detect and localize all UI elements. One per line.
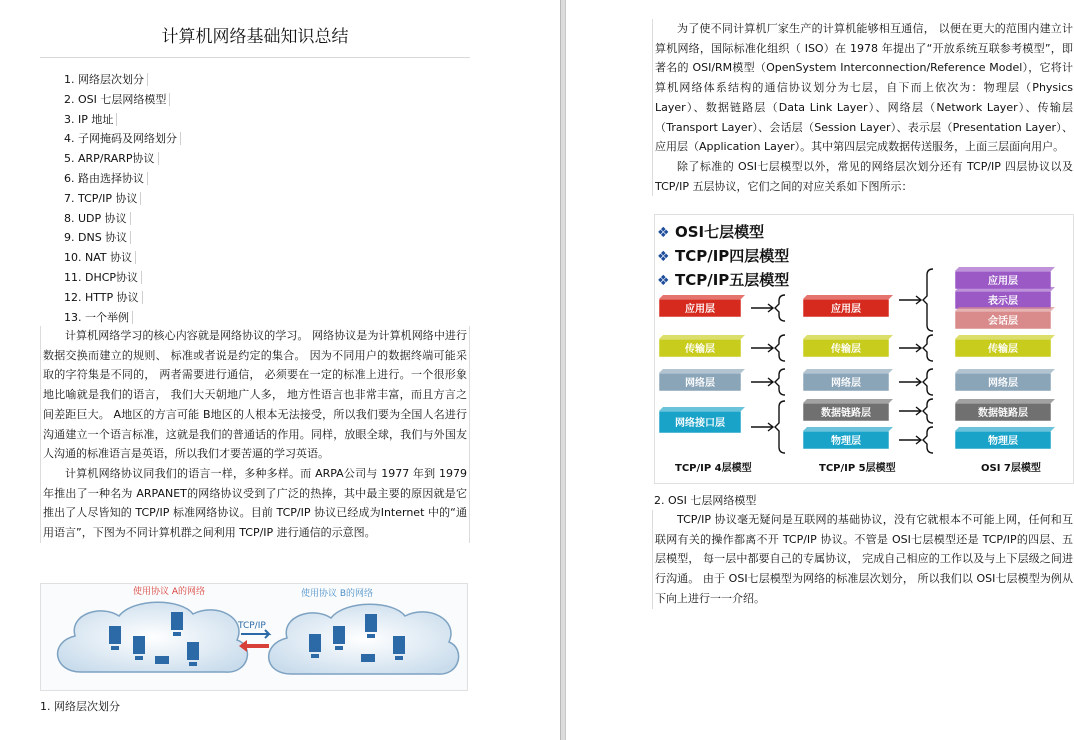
right-network-cloud — [269, 604, 459, 674]
section2-text — [652, 510, 1074, 609]
tcp5-layer-bar — [803, 399, 893, 421]
diamond-bullet-icon: ❖ — [657, 225, 670, 241]
intro-paragraph: 计算机网络协议同我们的语言一样，多种多样。而 ARPA公司与 1977 年到 1979年推出了一种名为 ARPANET的网络协议受到了广泛的热捧，其中最主要的原因就是它推出了人尽皆知的 TCP/IP 标准网络协议。目前 TCP/IP 协议已经成为Internet 中的“通用语言”，下图为不同计算机群之间利用 TCP/IP 进行通信的示意图。 — [43, 466, 467, 540]
intro-paragraph: 计算机网络学习的核心内容就是网络协议的学习。 网络协议是为计算机网络中进行数据交换而建立的规则、 标准或者说是约定的集合。 因为不同用户的数据终端可能采取的字符集是不同的， 两者需要进行通信， 必须要在一定的标准上进行。一个很形象地比喻就是我们的语言， 我们大天朝地广人多， 地方性语言也非常丰富，而且方言之间差距巨大。 A地区的方言可能 B地区的人根本无法接受，所以我们要为全国人名进行沟通建立一个语言标准，这就是我们的普通话的作用。同样，放眼全球，我们与外国友人沟通的标准语言是英语，所以我们才要苦逼的学习英语。 — [43, 329, 467, 461]
diagram-heading: TCP/IP四层模型 — [675, 247, 790, 265]
osi7-layer-bar — [955, 335, 1055, 357]
tcp4-layer-bar — [659, 295, 745, 317]
tcp5-layer-bar — [803, 295, 893, 317]
osi7-layer-bar — [955, 267, 1055, 289]
toc-item[interactable]: 1. 网络层次划分 — [64, 70, 181, 90]
arrow-brace-icon — [899, 369, 933, 395]
exchange-arrows-icon — [239, 630, 269, 652]
toc-item[interactable]: 6. 路由选择协议 — [64, 169, 181, 189]
osi7-layer-bar — [955, 287, 1055, 309]
network-clouds-illustration — [41, 584, 467, 690]
body-paragraph: TCP/IP 协议毫无疑问是互联网的基础协议，没有它就根本不可能上网，任何和互联网有关的操作都离不开 TCP/IP 协议。不管是 OSI七层模型还是 TCP/IP的四层、五层模型， 每一层中都要自己的专属协议， 完成自己相应的工作以及与上下层级之间进行沟通。 由于 OSI七层模型为网络的标准层次划分， 所以我们以 OSI七层模型为例从下向上进行一一介绍。 — [655, 513, 1073, 605]
diagram-heading: OSI七层模型 — [675, 223, 765, 241]
svg-text:网络层: 网络层 — [988, 378, 1018, 389]
tcpip-link-label: TCP/IP — [238, 621, 266, 631]
tcp4-layer-bar — [659, 335, 745, 357]
left-cloud-label: 使用协议 A的网络 — [133, 587, 206, 597]
column-label: OSI 7层模型 — [981, 463, 1041, 474]
svg-text:网络接口层: 网络接口层 — [675, 418, 725, 429]
column-label: TCP/IP 5层模型 — [819, 463, 896, 474]
svg-text:数据链路层: 数据链路层 — [821, 408, 871, 419]
right-cloud-label: 使用协议 B的网络 — [301, 589, 374, 599]
toc-item[interactable]: 13. 一个举例 — [64, 308, 181, 328]
section-heading: 2. OSI 七层网络模型 — [654, 494, 757, 507]
layer-model-illustration — [655, 215, 1073, 483]
osi7-layer-bar — [955, 427, 1055, 449]
arrow-brace-icon — [751, 401, 785, 453]
tcp5-layer-bar — [803, 427, 893, 449]
osi-intro-text — [652, 19, 1074, 196]
svg-text:表示层: 表示层 — [988, 296, 1018, 307]
tcp4-layer-bar — [659, 407, 745, 433]
osi7-layer-bar — [955, 399, 1055, 421]
osi7-layer-bar — [955, 369, 1055, 391]
tcp5-layer-bar — [803, 335, 893, 357]
page-gutter — [560, 0, 566, 740]
svg-text:物理层: 物理层 — [831, 436, 861, 447]
tcp4-layer-bar — [659, 369, 745, 391]
intro-text — [40, 326, 470, 543]
toc-item[interactable]: 10. NAT 协议 — [64, 248, 181, 268]
column-label: TCP/IP 4层模型 — [675, 463, 752, 474]
document-title: 计算机网络基础知识总结 — [161, 27, 349, 47]
network-diagram — [40, 583, 468, 691]
toc-item[interactable]: 11. DHCP协议 — [64, 268, 181, 288]
svg-text:网络层: 网络层 — [685, 378, 715, 389]
section-heading: 1. 网络层次划分 — [40, 700, 120, 713]
arrow-brace-icon — [899, 399, 933, 423]
toc-item[interactable]: 4. 子网掩码及网络划分 — [64, 129, 181, 149]
toc-item[interactable]: 7. TCP/IP 协议 — [64, 189, 181, 209]
svg-text:网络层: 网络层 — [831, 378, 861, 389]
toc-item[interactable]: 8. UDP 协议 — [64, 209, 181, 229]
arrow-brace-icon — [751, 295, 785, 321]
svg-text:传输层: 传输层 — [988, 344, 1018, 355]
diamond-bullet-icon: ❖ — [657, 249, 670, 265]
svg-text:应用层: 应用层 — [831, 304, 861, 315]
svg-text:传输层: 传输层 — [685, 344, 715, 355]
body-paragraph: 除了标准的 OSI七层模型以外，常见的网络层次划分还有 TCP/IP 四层协议以及 TCP/IP 五层协议，它们之间的对应关系如下图所示： — [655, 159, 1073, 193]
arrow-brace-icon — [899, 427, 933, 453]
diagram-heading: TCP/IP五层模型 — [675, 271, 790, 289]
diamond-bullet-icon: ❖ — [657, 273, 670, 289]
arrow-brace-icon — [751, 335, 785, 361]
layer-model-diagram — [654, 214, 1074, 484]
osi7-layer-bar — [955, 307, 1055, 329]
toc-item[interactable]: 2. OSI 七层网络模型 — [64, 90, 181, 110]
title-divider — [40, 57, 470, 58]
left-network-cloud — [58, 602, 248, 672]
body-paragraph: 为了使不同计算机厂家生产的计算机能够相互通信， 以便在更大的范围内建立计算机网络，国际标准化组织（ ISO）在 1978 年提出了“开放系统互联参考模型”，即著名的 OSI/RM模型（OpenSystem Interconnection/Reference Model），它将计算机网络体系结构的通信协议划分为七层，自下而上依次为：物理层（Physics Layer）、数据链路层（Data Link Layer）、网络层（Network Layer）、传输层（Transport Layer）、会话层（Session Layer）、表示层（Presentation Layer）、应用层（Application Layer）。其中第四层完成数据传送服务，上面三层面向用户。 — [655, 22, 1073, 154]
svg-text:物理层: 物理层 — [988, 436, 1018, 447]
toc-item[interactable]: 5. ARP/RARP协议 — [64, 149, 181, 169]
tcp5-layer-bar — [803, 369, 893, 391]
arrow-brace-icon — [751, 369, 785, 395]
arrow-brace-icon — [899, 335, 933, 361]
svg-text:应用层: 应用层 — [685, 304, 715, 315]
svg-text:数据链路层: 数据链路层 — [978, 408, 1028, 419]
toc-item[interactable]: 12. HTTP 协议 — [64, 288, 181, 308]
table-of-contents — [64, 70, 181, 327]
layer-bars — [659, 267, 1055, 453]
toc-item[interactable]: 3. IP 地址 — [64, 110, 181, 130]
toc-item[interactable]: 9. DNS 协议 — [64, 228, 181, 248]
svg-text:会话层: 会话层 — [988, 316, 1018, 327]
svg-text:传输层: 传输层 — [831, 344, 861, 355]
svg-text:应用层: 应用层 — [988, 276, 1018, 287]
arrow-brace-icon — [899, 269, 933, 331]
